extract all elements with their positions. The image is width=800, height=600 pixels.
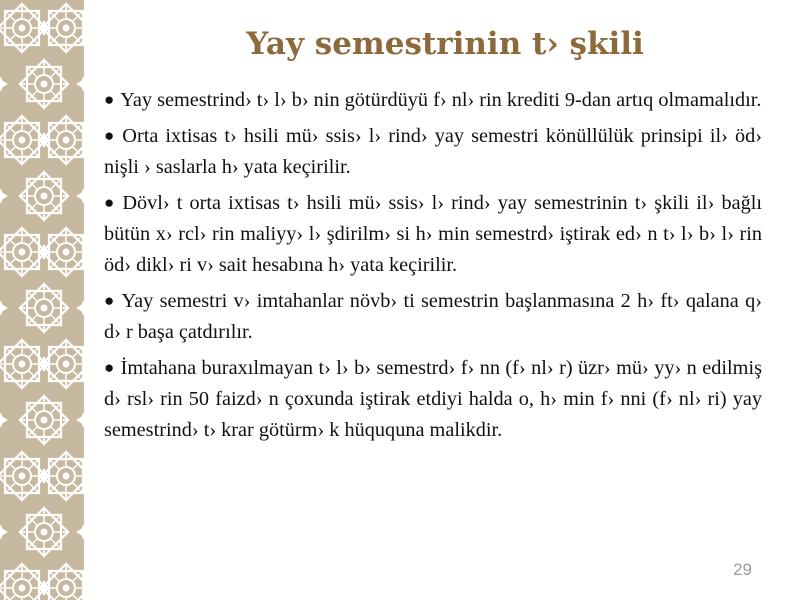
ornament-diamond-icon [76, 300, 84, 316]
ornament-star-icon [20, 172, 68, 220]
bullet-text: Yay semestrind› t› l› b› nin götürdüyü f› nl› rin krediti 9-dan artıq olmamalıdır. [120, 89, 762, 111]
bullet-item-5 [104, 352, 762, 446]
ornament-star-icon [20, 284, 68, 332]
ornament-diamond-icon [0, 76, 8, 92]
bullet-text: İmtahana buraxılmayan t› l› b› semestrd› f› nn (f› nl› r) üzr› mü› yy› n edilmiş d› rsl› rin 50 faizd› n çoxunda iştirak etdiyi halda o, h› min f› nni (f› nl› ri) yay semestrind› t› krar götürm› k hüququna malikdir. [104, 357, 762, 441]
slide-title: Yay semestrinin t› şkili [246, 26, 644, 62]
ornament-star-icon [42, 564, 84, 600]
ornament-star-icon [20, 396, 68, 444]
page-number: 29 [733, 560, 752, 579]
bullet-dot-icon: ● [104, 291, 116, 310]
bullet-item-3 [104, 187, 762, 281]
bullet-dot-icon: ● [104, 126, 117, 145]
ornament-pattern-icon [0, 0, 84, 600]
bullet-list [104, 84, 762, 450]
bullet-item-4 [104, 285, 762, 348]
ornament-diamond-icon [76, 76, 84, 92]
decorative-ornament-strip [0, 0, 84, 600]
ornament-star-icon [0, 564, 46, 600]
ornament-star-icon [20, 60, 68, 108]
ornament-diamond-icon [0, 188, 8, 204]
ornament-star-icon [20, 508, 68, 556]
bullet-dot-icon: ● [104, 193, 117, 212]
bullet-text: Dövl› t orta ixtisas t› hsili mü› ssis› l› rind› yay semestrinin t› şkili il› bağlı bütün x› rcl› rin maliyy› l› şdirilm› si h› min semestrd› iştirak ed› n t› l› b› l› rin öd› dikl› ri v› sait hesabına h› yata keçirilir. [104, 192, 762, 276]
bullet-dot-icon: ● [104, 358, 115, 377]
ornament-diamond-icon [76, 524, 84, 540]
bullet-item-2 [104, 120, 762, 183]
ornament-diamond-icon [0, 412, 8, 428]
ornament-diamond-icon [0, 524, 8, 540]
ornament-diamond-icon [0, 300, 8, 316]
ornament-diamond-icon [76, 188, 84, 204]
bullet-dot-icon: ● [104, 90, 115, 109]
bullet-item-1 [104, 84, 762, 116]
bullet-text: Orta ixtisas t› hsili mü› ssis› l› rind› yay semestri könüllülük prinsipi il› öd› nişli › saslarla h› yata keçirilir. [104, 125, 762, 178]
bullet-text: Yay semestri v› imtahanlar növb› ti semestrin başlanmasına 2 h› ft› qalana q› d› r başa çatdırılır. [104, 290, 762, 343]
ornament-diamond-icon [76, 412, 84, 428]
